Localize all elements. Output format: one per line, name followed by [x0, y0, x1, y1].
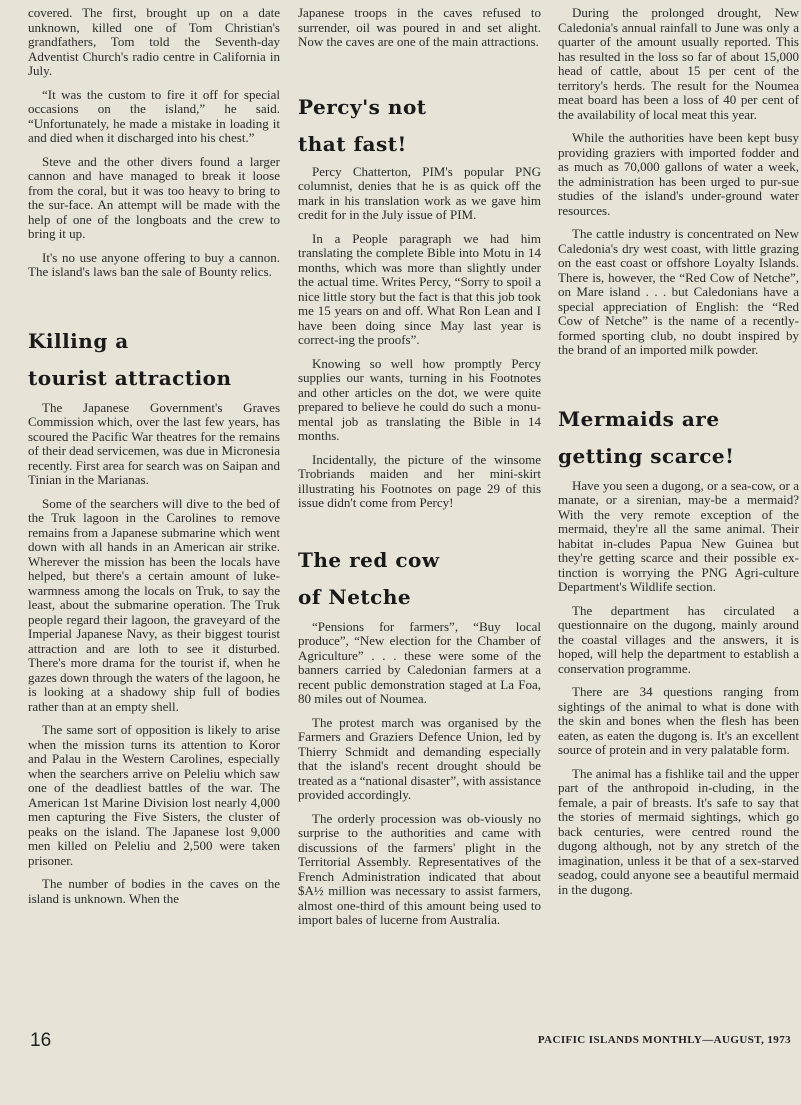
paragraph: The orderly procession was ob-viously no surprise to the authorities and came with discussions of the farmers' plight in the Territorial Assembly. Representatives of the French Administration indicated that about $A½ million was necessary to assist farmers, almost one-third of this amount being used to import bales of lucerne from Australia.: [298, 810, 541, 927]
paragraph: “It was the custom to fire it off for special occasions on the island,” he said. “Unfortunately, he made a mistake in loading it and died when it discharged into his chest.”: [28, 86, 280, 145]
headline-line: getting scarce!: [558, 443, 735, 468]
paragraph: Have you seen a dugong, or a sea-cow, or a manate, or a sirenian, may-be a mermaid? With the very remote exception of the mermaid, they're all the same animal. Their habitat in-cludes Papua New Guinea but they're getting scarce and their possible ex-tinction is worrying the PNG Agri-culture Department's Wildlife section.: [558, 477, 799, 594]
headline-line: The red cow: [298, 547, 440, 572]
paragraph: The Japanese Government's Graves Commission which, over the last few years, has scoured the Pacific War theatres for the remains of their dead servicemen, was due in Micronesia recently. First area for search was on Saipan and Tinian in the Marianas.: [28, 399, 280, 487]
paragraph: covered. The first, brought up on a date unknown, killed one of Tom Christian's grandfathers, Tom told the Seventh-day Adventist Church's radio centre in California in July.: [28, 5, 280, 78]
headline-line: Percy's not: [298, 94, 427, 119]
article-headline-red-cow: [298, 542, 541, 616]
paragraph: In a People paragraph we had him translating the complete Bible into Motu in 14 months, which was more than slightly under the actual time. Writes Percy, “Sorry to spoil a nice little story but the fact is that this job took me 15 years on and off. What Ron Lean and I have been doing since May last year is correct-ing the proofs”.: [298, 230, 541, 347]
paragraph: “Pensions for farmers”, “Buy local produce”, “New election for the Chamber of Agriculture” . . . these were some of the banners carried by Caledonian farmers at a recent public demonstration staged at La Foa, 80 miles out of Noumea.: [298, 618, 541, 706]
article-headline-percy: [298, 89, 541, 163]
publication-credit: PACIFIC ISLANDS MONTHLY—AUGUST, 1973: [537, 1034, 791, 1046]
paragraph: Japanese troops in the caves refused to surrender, oil was poured in and set alight. Now the caves are one of the main attractions.: [298, 5, 541, 49]
paragraph: The same sort of opposition is likely to arise when the mission turns its attention to Koror and Palau in the Western Carolines, especially when the searchers arrive on Peleliu which saw one of the deadliest battles of the war. The American 1st Marine Division lost nearly 4,000 men capturing the Five Sisters, the cluster of peaks on the island. The Japanese lost 9,000 men killed on Peleliu and 2,500 were taken prisoner.: [28, 722, 280, 868]
headline-line: tourist attraction: [28, 365, 232, 390]
headline-line: that fast!: [298, 131, 407, 156]
page-number: 16: [30, 1030, 52, 1051]
column-middle: [298, 6, 541, 937]
page-footer: [0, 1030, 801, 1060]
paragraph: The department has circulated a questionnaire on the dugong, mainly around the coastal villages and the answers, it is hoped, will help the department to establish a conservation programme.: [558, 602, 799, 676]
headline-line: Killing a: [28, 328, 129, 353]
paragraph: The cattle industry is concentrated on New Caledonia's dry west coast, with little grazing on the east coast or offshore Loyalty Islands. There is, however, the “Red Cow of Netche”, on Mare island . . . but Caledonians have a special appreciation of English: the “Red Cow of Netche” is the name of a recently-formed sporting club, no doubt inspired by the brand of an imported milk powder.: [558, 226, 799, 357]
column-right: [558, 6, 799, 906]
paragraph: It's no use anyone offering to buy a cannon. The island's laws ban the sale of Bounty relics.: [28, 249, 280, 279]
paragraph: Some of the searchers will dive to the bed of the Truk lagoon in the Carolines to remove remains from a Japanese submarine which went down with all hands in an American air strike. Wherever the mission has been the locals have helped, but there's a certain amount of luke-warmness among the locals on Truk, to say the least, about the submarine operation. The Truk people regard their lagoon, the graveyard of the Imperial Japanese Navy, as their biggest tourist attraction and are loth to see it disturbed. There's more drama for the tourist if, when he gazes down through the waters of the lagoon, he is looking at a shadowy ship full of bodies rather than at an empty shell.: [28, 495, 280, 714]
paragraph: The protest march was organised by the Farmers and Graziers Defence Union, led by Thierry Schmidt and demanding especially that the island's recent drought should be treated as a “national disaster”, with assistance provided accordingly.: [298, 714, 541, 802]
paragraph: The animal has a fishlike tail and the upper part of the anthropoid in-cluding, in the female, a pair of breasts. It's safe to say that the stories of mermaid sightings, which go back centuries, were centred round the dugong although, not by any stretch of the imagination, unless it be that of a sex-starved seadog, could anyone see a beautiful mermaid in the dugong.: [558, 765, 799, 897]
paragraph: There are 34 questions ranging from sightings of the animal to what is done with the skin and bones when the flesh has been eaten, as eaten the dugong is. It's an excellent source of protein and in very palatable form.: [558, 684, 799, 757]
paragraph: Percy Chatterton, PIM's popular PNG columnist, denies that he is as quick off the mark in his translation work as we gave him credit for in the July issue of PIM.: [298, 163, 541, 222]
paragraph: Steve and the other divers found a larger cannon and have managed to break it loose from the coral, but it was too heavy to bring to the sur-face. An attempt will be made with the help of one of the longboats and the crew to bring it up.: [28, 153, 280, 241]
headline-line: of Netche: [298, 584, 412, 609]
paragraph: The number of bodies in the caves on the island is unknown. When the: [28, 876, 280, 906]
headline-line: Mermaids are: [558, 406, 720, 431]
paragraph: During the prolonged drought, New Caledonia's annual rainfall to June was only a quarter of the amount usually reported. This has resulted in the loss so far of about 15,000 head of cattle, about 15 per cent of the territory's herds. The result for the Noumea meat board has been a loss of 40 per cent of the availability of local meat this year.: [558, 5, 799, 122]
column-left: [28, 6, 280, 915]
article-headline-mermaids: [558, 401, 799, 475]
paragraph: While the authorities have been kept busy providing graziers with imported fodder and as much as 70,000 gallons of water a week, the administration has been urged to pur-sue studies of the island's under-ground water resources.: [558, 130, 799, 218]
paragraph: Incidentally, the picture of the winsome Trobriands maiden and her mini-skirt illustrating his Footnotes on page 29 of this issue didn't come from Percy!: [298, 451, 541, 510]
paragraph: Knowing so well how promptly Percy supplies our wants, turning in his Footnotes and other articles on the dot, we were quite prepared to believe he could do such a monu-mental job as translating the Bible in 14 months.: [298, 355, 541, 443]
article-headline-killing: [28, 323, 280, 397]
